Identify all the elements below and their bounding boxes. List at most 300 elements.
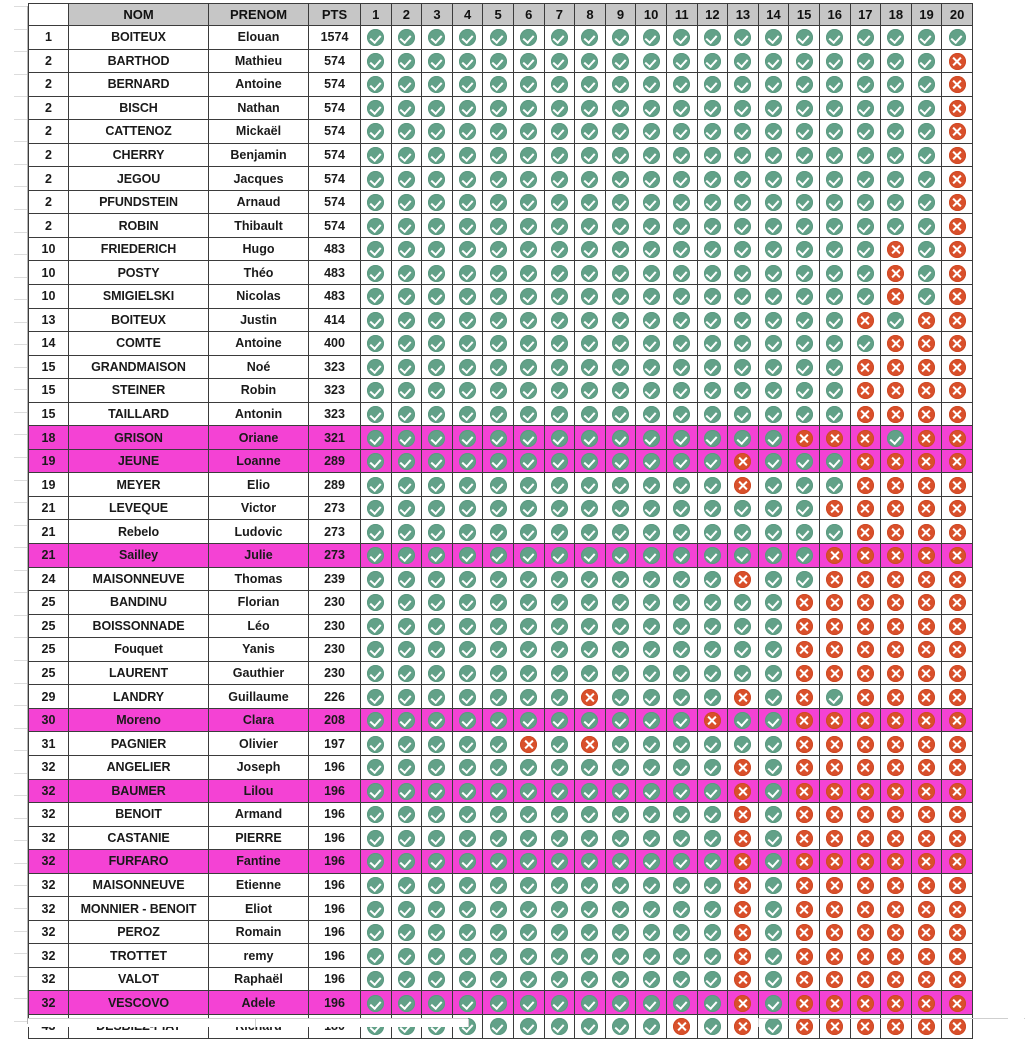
cell-round-14[interactable] [758, 167, 789, 191]
cell-round-15[interactable] [789, 261, 820, 285]
cell-round-10[interactable] [636, 402, 667, 426]
column-header-round-2[interactable]: 2 [391, 4, 422, 26]
cell-round-16[interactable] [819, 873, 850, 897]
cell-round-16[interactable] [819, 755, 850, 779]
cell-round-2[interactable] [391, 332, 422, 356]
cell-round-2[interactable] [391, 355, 422, 379]
cell-round-4[interactable] [452, 496, 483, 520]
cell-round-11[interactable] [666, 520, 697, 544]
cell-round-7[interactable] [544, 967, 575, 991]
cell-round-20[interactable] [942, 190, 973, 214]
cell-round-3[interactable] [422, 496, 453, 520]
cell-round-17[interactable] [850, 873, 881, 897]
cell-round-18[interactable] [881, 873, 912, 897]
cell-nom[interactable]: CHERRY [69, 143, 209, 167]
cell-round-15[interactable] [789, 732, 820, 756]
cell-round-7[interactable] [544, 661, 575, 685]
cell-round-7[interactable] [544, 73, 575, 97]
cell-round-15[interactable] [789, 850, 820, 874]
cell-round-2[interactable] [391, 449, 422, 473]
cell-round-4[interactable] [452, 355, 483, 379]
cell-round-17[interactable] [850, 402, 881, 426]
cell-round-12[interactable] [697, 638, 728, 662]
cell-round-11[interactable] [666, 214, 697, 238]
cell-round-4[interactable] [452, 779, 483, 803]
cell-round-6[interactable] [513, 732, 544, 756]
cell-round-10[interactable] [636, 920, 667, 944]
cell-round-10[interactable] [636, 614, 667, 638]
cell-round-12[interactable] [697, 120, 728, 144]
cell-round-12[interactable] [697, 897, 728, 921]
cell-round-3[interactable] [422, 567, 453, 591]
cell-round-18[interactable] [881, 73, 912, 97]
cell-round-14[interactable] [758, 755, 789, 779]
cell-round-4[interactable] [452, 897, 483, 921]
cell-round-19[interactable] [911, 967, 942, 991]
cell-round-1[interactable] [361, 285, 392, 309]
cell-pts[interactable]: 196 [309, 779, 361, 803]
cell-round-19[interactable] [911, 285, 942, 309]
cell-round-12[interactable] [697, 755, 728, 779]
cell-round-17[interactable] [850, 285, 881, 309]
cell-round-12[interactable] [697, 49, 728, 73]
cell-nom[interactable]: MONNIER - BENOIT [69, 897, 209, 921]
cell-rank[interactable]: 13 [29, 308, 69, 332]
cell-round-15[interactable] [789, 708, 820, 732]
cell-round-20[interactable] [942, 237, 973, 261]
cell-round-4[interactable] [452, 685, 483, 709]
cell-round-12[interactable] [697, 402, 728, 426]
cell-prenom[interactable]: Yanis [209, 638, 309, 662]
cell-rank[interactable]: 10 [29, 237, 69, 261]
cell-round-17[interactable] [850, 49, 881, 73]
cell-round-14[interactable] [758, 285, 789, 309]
cell-prenom[interactable]: Adele [209, 991, 309, 1015]
cell-round-16[interactable] [819, 355, 850, 379]
cell-round-9[interactable] [605, 143, 636, 167]
cell-round-12[interactable] [697, 850, 728, 874]
cell-round-7[interactable] [544, 190, 575, 214]
cell-round-9[interactable] [605, 520, 636, 544]
cell-round-12[interactable] [697, 167, 728, 191]
cell-round-19[interactable] [911, 26, 942, 50]
cell-round-6[interactable] [513, 638, 544, 662]
cell-round-14[interactable] [758, 873, 789, 897]
cell-round-2[interactable] [391, 73, 422, 97]
cell-round-11[interactable] [666, 614, 697, 638]
cell-round-15[interactable] [789, 591, 820, 615]
cell-round-19[interactable] [911, 237, 942, 261]
cell-round-16[interactable] [819, 614, 850, 638]
cell-round-11[interactable] [666, 661, 697, 685]
cell-round-16[interactable] [819, 803, 850, 827]
cell-round-11[interactable] [666, 73, 697, 97]
cell-pts[interactable]: 196 [309, 897, 361, 921]
cell-round-4[interactable] [452, 402, 483, 426]
cell-round-1[interactable] [361, 944, 392, 968]
cell-round-14[interactable] [758, 143, 789, 167]
cell-round-18[interactable] [881, 803, 912, 827]
cell-round-15[interactable] [789, 826, 820, 850]
cell-round-11[interactable] [666, 332, 697, 356]
cell-round-4[interactable] [452, 520, 483, 544]
cell-round-5[interactable] [483, 49, 514, 73]
cell-round-11[interactable] [666, 167, 697, 191]
cell-round-2[interactable] [391, 285, 422, 309]
cell-round-5[interactable] [483, 426, 514, 450]
cell-round-17[interactable] [850, 826, 881, 850]
cell-round-17[interactable] [850, 496, 881, 520]
cell-rank[interactable]: 32 [29, 850, 69, 874]
cell-round-7[interactable] [544, 426, 575, 450]
cell-round-1[interactable] [361, 920, 392, 944]
cell-pts[interactable]: 208 [309, 708, 361, 732]
cell-rank[interactable]: 19 [29, 473, 69, 497]
cell-round-19[interactable] [911, 591, 942, 615]
cell-nom[interactable]: VESCOVO [69, 991, 209, 1015]
cell-round-6[interactable] [513, 167, 544, 191]
column-header-round-11[interactable]: 11 [666, 4, 697, 26]
cell-round-8[interactable] [575, 190, 606, 214]
cell-round-5[interactable] [483, 308, 514, 332]
cell-round-8[interactable] [575, 332, 606, 356]
cell-round-8[interactable] [575, 897, 606, 921]
cell-round-13[interactable] [728, 1014, 759, 1038]
cell-prenom[interactable]: Jacques [209, 167, 309, 191]
cell-round-16[interactable] [819, 402, 850, 426]
cell-rank[interactable]: 31 [29, 732, 69, 756]
cell-round-17[interactable] [850, 261, 881, 285]
cell-nom[interactable]: CATTENOZ [69, 120, 209, 144]
cell-round-20[interactable] [942, 520, 973, 544]
cell-round-17[interactable] [850, 967, 881, 991]
cell-round-12[interactable] [697, 261, 728, 285]
cell-nom[interactable]: GRANDMAISON [69, 355, 209, 379]
cell-round-4[interactable] [452, 96, 483, 120]
cell-round-13[interactable] [728, 897, 759, 921]
cell-prenom[interactable]: Olivier [209, 732, 309, 756]
cell-round-1[interactable] [361, 73, 392, 97]
cell-round-19[interactable] [911, 190, 942, 214]
cell-round-15[interactable] [789, 544, 820, 568]
cell-round-2[interactable] [391, 991, 422, 1015]
cell-rank[interactable]: 15 [29, 379, 69, 403]
cell-round-2[interactable] [391, 26, 422, 50]
cell-rank[interactable]: 15 [29, 402, 69, 426]
cell-round-6[interactable] [513, 473, 544, 497]
cell-round-8[interactable] [575, 544, 606, 568]
cell-round-8[interactable] [575, 379, 606, 403]
cell-pts[interactable]: 574 [309, 190, 361, 214]
cell-prenom[interactable]: Théo [209, 261, 309, 285]
cell-round-10[interactable] [636, 167, 667, 191]
cell-round-6[interactable] [513, 26, 544, 50]
cell-round-11[interactable] [666, 826, 697, 850]
cell-round-10[interactable] [636, 755, 667, 779]
cell-round-13[interactable] [728, 167, 759, 191]
cell-round-15[interactable] [789, 285, 820, 309]
cell-round-11[interactable] [666, 544, 697, 568]
cell-prenom[interactable]: Elio [209, 473, 309, 497]
cell-round-20[interactable] [942, 661, 973, 685]
cell-round-17[interactable] [850, 755, 881, 779]
cell-round-18[interactable] [881, 449, 912, 473]
cell-round-9[interactable] [605, 496, 636, 520]
cell-round-6[interactable] [513, 237, 544, 261]
cell-round-19[interactable] [911, 803, 942, 827]
cell-round-7[interactable] [544, 167, 575, 191]
cell-round-1[interactable] [361, 214, 392, 238]
cell-pts[interactable]: 196 [309, 991, 361, 1015]
cell-round-10[interactable] [636, 26, 667, 50]
cell-round-6[interactable] [513, 567, 544, 591]
cell-round-3[interactable] [422, 732, 453, 756]
cell-round-15[interactable] [789, 402, 820, 426]
cell-round-10[interactable] [636, 332, 667, 356]
cell-round-18[interactable] [881, 120, 912, 144]
cell-round-11[interactable] [666, 143, 697, 167]
cell-rank[interactable]: 32 [29, 991, 69, 1015]
cell-round-19[interactable] [911, 779, 942, 803]
cell-round-3[interactable] [422, 402, 453, 426]
cell-round-7[interactable] [544, 826, 575, 850]
cell-pts[interactable]: 230 [309, 614, 361, 638]
cell-round-16[interactable] [819, 214, 850, 238]
cell-round-1[interactable] [361, 143, 392, 167]
cell-round-9[interactable] [605, 308, 636, 332]
cell-round-15[interactable] [789, 520, 820, 544]
cell-round-20[interactable] [942, 473, 973, 497]
cell-round-12[interactable] [697, 661, 728, 685]
cell-round-16[interactable] [819, 685, 850, 709]
cell-round-3[interactable] [422, 944, 453, 968]
cell-round-3[interactable] [422, 49, 453, 73]
cell-round-5[interactable] [483, 261, 514, 285]
cell-round-1[interactable] [361, 473, 392, 497]
cell-round-13[interactable] [728, 261, 759, 285]
cell-round-20[interactable] [942, 826, 973, 850]
cell-round-17[interactable] [850, 920, 881, 944]
cell-round-8[interactable] [575, 520, 606, 544]
cell-round-13[interactable] [728, 143, 759, 167]
cell-round-3[interactable] [422, 544, 453, 568]
cell-round-17[interactable] [850, 449, 881, 473]
cell-round-3[interactable] [422, 591, 453, 615]
cell-round-4[interactable] [452, 638, 483, 662]
cell-round-1[interactable] [361, 237, 392, 261]
cell-round-15[interactable] [789, 167, 820, 191]
cell-rank[interactable]: 29 [29, 685, 69, 709]
cell-round-7[interactable] [544, 332, 575, 356]
cell-round-8[interactable] [575, 591, 606, 615]
cell-round-1[interactable] [361, 661, 392, 685]
cell-round-16[interactable] [819, 920, 850, 944]
cell-round-8[interactable] [575, 1014, 606, 1038]
cell-round-2[interactable] [391, 49, 422, 73]
cell-round-7[interactable] [544, 991, 575, 1015]
cell-round-4[interactable] [452, 473, 483, 497]
cell-round-1[interactable] [361, 779, 392, 803]
cell-round-16[interactable] [819, 379, 850, 403]
cell-round-13[interactable] [728, 967, 759, 991]
cell-round-14[interactable] [758, 850, 789, 874]
cell-round-3[interactable] [422, 379, 453, 403]
cell-round-3[interactable] [422, 355, 453, 379]
cell-round-15[interactable] [789, 944, 820, 968]
cell-round-4[interactable] [452, 26, 483, 50]
cell-round-15[interactable] [789, 803, 820, 827]
cell-pts[interactable]: 483 [309, 261, 361, 285]
cell-round-9[interactable] [605, 285, 636, 309]
cell-round-19[interactable] [911, 355, 942, 379]
cell-round-4[interactable] [452, 826, 483, 850]
cell-round-13[interactable] [728, 49, 759, 73]
cell-round-11[interactable] [666, 732, 697, 756]
column-header-round-18[interactable]: 18 [881, 4, 912, 26]
cell-round-12[interactable] [697, 1014, 728, 1038]
cell-round-5[interactable] [483, 26, 514, 50]
cell-round-7[interactable] [544, 944, 575, 968]
cell-round-8[interactable] [575, 803, 606, 827]
cell-prenom[interactable]: Raphaël [209, 967, 309, 991]
cell-round-3[interactable] [422, 473, 453, 497]
cell-round-14[interactable] [758, 426, 789, 450]
cell-prenom[interactable]: Antoine [209, 73, 309, 97]
cell-rank[interactable]: 30 [29, 708, 69, 732]
cell-round-7[interactable] [544, 49, 575, 73]
cell-round-7[interactable] [544, 850, 575, 874]
cell-round-18[interactable] [881, 991, 912, 1015]
cell-round-5[interactable] [483, 496, 514, 520]
cell-round-5[interactable] [483, 803, 514, 827]
cell-round-15[interactable] [789, 873, 820, 897]
cell-round-11[interactable] [666, 991, 697, 1015]
cell-round-8[interactable] [575, 755, 606, 779]
cell-round-18[interactable] [881, 567, 912, 591]
cell-round-11[interactable] [666, 1014, 697, 1038]
cell-round-3[interactable] [422, 920, 453, 944]
cell-round-20[interactable] [942, 920, 973, 944]
cell-round-13[interactable] [728, 661, 759, 685]
cell-round-9[interactable] [605, 897, 636, 921]
cell-round-9[interactable] [605, 355, 636, 379]
cell-round-17[interactable] [850, 379, 881, 403]
cell-round-7[interactable] [544, 96, 575, 120]
cell-round-9[interactable] [605, 661, 636, 685]
cell-round-1[interactable] [361, 638, 392, 662]
cell-round-20[interactable] [942, 591, 973, 615]
cell-round-16[interactable] [819, 897, 850, 921]
cell-round-12[interactable] [697, 355, 728, 379]
cell-round-12[interactable] [697, 779, 728, 803]
cell-round-20[interactable] [942, 261, 973, 285]
cell-nom[interactable]: Rebelo [69, 520, 209, 544]
column-header-round-17[interactable]: 17 [850, 4, 881, 26]
cell-round-1[interactable] [361, 426, 392, 450]
cell-round-1[interactable] [361, 755, 392, 779]
cell-round-2[interactable] [391, 614, 422, 638]
cell-round-10[interactable] [636, 261, 667, 285]
cell-round-16[interactable] [819, 449, 850, 473]
cell-round-6[interactable] [513, 332, 544, 356]
cell-prenom[interactable]: Thomas [209, 567, 309, 591]
cell-round-16[interactable] [819, 308, 850, 332]
cell-nom[interactable]: LEVEQUE [69, 496, 209, 520]
cell-round-17[interactable] [850, 190, 881, 214]
cell-nom[interactable]: PAGNIER [69, 732, 209, 756]
cell-round-19[interactable] [911, 426, 942, 450]
cell-round-5[interactable] [483, 850, 514, 874]
cell-round-14[interactable] [758, 685, 789, 709]
cell-round-8[interactable] [575, 967, 606, 991]
cell-round-11[interactable] [666, 473, 697, 497]
cell-round-4[interactable] [452, 308, 483, 332]
cell-round-9[interactable] [605, 73, 636, 97]
cell-round-10[interactable] [636, 496, 667, 520]
cell-prenom[interactable]: Noé [209, 355, 309, 379]
cell-rank[interactable]: 21 [29, 496, 69, 520]
cell-round-19[interactable] [911, 638, 942, 662]
cell-round-18[interactable] [881, 96, 912, 120]
cell-round-9[interactable] [605, 26, 636, 50]
column-header-nom[interactable]: NOM [69, 4, 209, 26]
cell-round-11[interactable] [666, 402, 697, 426]
cell-round-14[interactable] [758, 732, 789, 756]
cell-round-15[interactable] [789, 473, 820, 497]
cell-round-8[interactable] [575, 426, 606, 450]
cell-round-7[interactable] [544, 755, 575, 779]
cell-round-19[interactable] [911, 567, 942, 591]
cell-round-13[interactable] [728, 214, 759, 238]
cell-prenom[interactable]: Gauthier [209, 661, 309, 685]
cell-round-8[interactable] [575, 261, 606, 285]
cell-round-13[interactable] [728, 614, 759, 638]
cell-round-14[interactable] [758, 355, 789, 379]
cell-round-19[interactable] [911, 755, 942, 779]
cell-round-3[interactable] [422, 96, 453, 120]
cell-round-2[interactable] [391, 920, 422, 944]
cell-round-9[interactable] [605, 379, 636, 403]
column-header-round-8[interactable]: 8 [575, 4, 606, 26]
cell-round-7[interactable] [544, 402, 575, 426]
cell-round-11[interactable] [666, 873, 697, 897]
cell-round-15[interactable] [789, 991, 820, 1015]
cell-round-15[interactable] [789, 73, 820, 97]
cell-round-8[interactable] [575, 944, 606, 968]
cell-round-1[interactable] [361, 685, 392, 709]
cell-round-5[interactable] [483, 214, 514, 238]
cell-rank[interactable]: 32 [29, 873, 69, 897]
cell-round-18[interactable] [881, 755, 912, 779]
cell-round-13[interactable] [728, 426, 759, 450]
cell-round-19[interactable] [911, 544, 942, 568]
cell-round-5[interactable] [483, 685, 514, 709]
cell-round-16[interactable] [819, 944, 850, 968]
cell-round-1[interactable] [361, 850, 392, 874]
cell-round-18[interactable] [881, 355, 912, 379]
cell-rank[interactable]: 32 [29, 967, 69, 991]
cell-round-9[interactable] [605, 732, 636, 756]
cell-round-1[interactable] [361, 167, 392, 191]
cell-round-10[interactable] [636, 591, 667, 615]
cell-pts[interactable]: 323 [309, 379, 361, 403]
cell-round-1[interactable] [361, 873, 392, 897]
cell-pts[interactable]: 196 [309, 920, 361, 944]
cell-round-5[interactable] [483, 779, 514, 803]
cell-round-2[interactable] [391, 567, 422, 591]
cell-round-20[interactable] [942, 73, 973, 97]
cell-round-8[interactable] [575, 143, 606, 167]
